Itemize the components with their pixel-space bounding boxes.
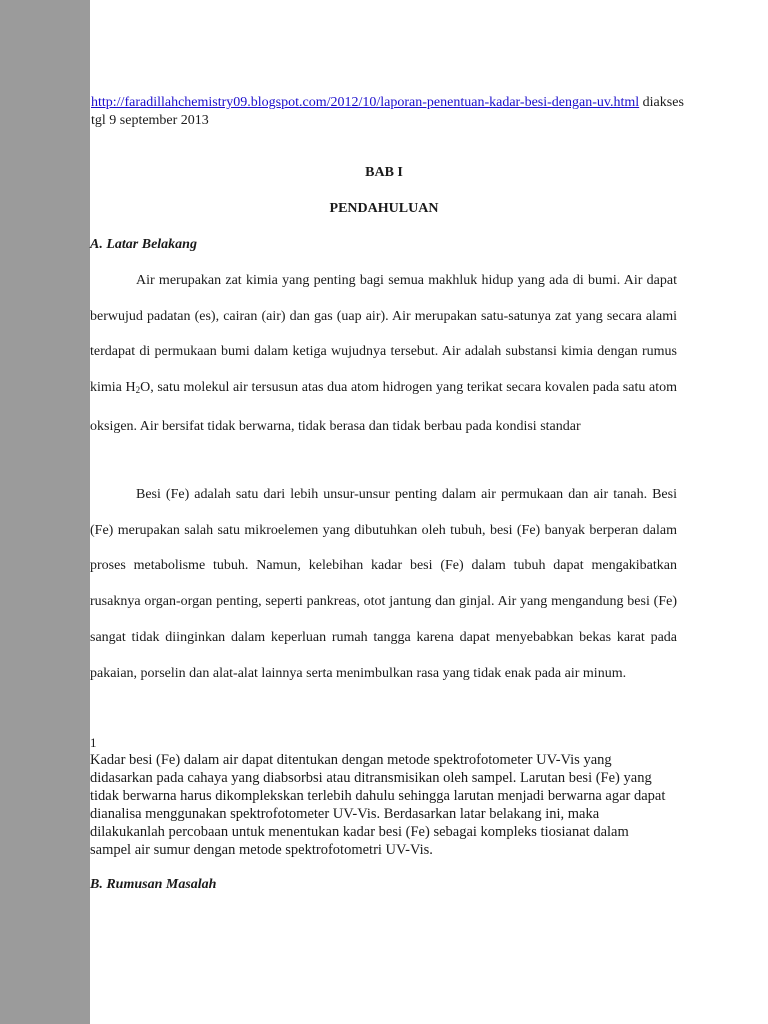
section-b-title: B. Rumusan Masalah <box>90 877 217 892</box>
chapter-number: BAB I <box>365 165 403 180</box>
section-a-title: A. Latar Belakang <box>90 237 197 252</box>
reference-accessed-date: diakses tgl 9 september 2013 <box>91 95 684 128</box>
paragraph-air-part2: O, satu molekul air tersusun atas dua atom hidrogen yang terikat secara kovalen pada satu atom oksigen. Air bersifat tidak berwarna, tidak berasa dan tidak berbau pada kondisi standar <box>90 380 677 434</box>
formula-subscript: 2 <box>135 385 141 396</box>
reference-link[interactable]: http://faradillahchemistry09.blogspot.com/2012/10/laporan-penentuan-kadar-besi-dengan-uv.html <box>91 95 640 110</box>
footnote-text: Kadar besi (Fe) dalam air dapat ditentukan dengan metode spektrofotometer UV-Vis yang didasarkan pada cahaya yang diabsorbsi atau ditransmisikan oleh sampel. Larutan besi (Fe) yang tidak berwarna harus dikomplekskan terlebih dahulu sehingga larutan menjadi berwarna agar dapat dianalisa menggunakan spektrofotometer UV-Vis. Berdasarkan latar belakang ini, maka dilakukanlah percobaan untuk menentukan kadar besi (Fe) sebagai kompleks tiosianat dalam sampel air sumur dengan metode spektrofotometri UV-Vis. <box>90 752 666 858</box>
document-page <box>90 0 768 1024</box>
footnote-mark: 1 <box>90 735 97 750</box>
viewer-left-margin <box>0 0 90 1024</box>
paragraph-air-part1: Air merupakan zat kimia yang penting bagi semua makhluk hidup yang ada di bumi. Air dapat berwujud padatan (es), cairan (air) dan gas (uap air). Air merupakan satu-satunya zat yang secara alami terdapat di permukaan bumi dalam ketiga wujudnya tersebut. Air adalah substansi kimia dengan rumus kimia H <box>90 273 677 396</box>
paragraph-air <box>90 263 677 445</box>
chapter-title: PENDAHULUAN <box>329 201 439 216</box>
reference-citation <box>91 94 691 130</box>
paragraph-besi: Besi (Fe) adalah satu dari lebih unsur-unsur penting dalam air permukaan dan air tanah. Besi (Fe) merupakan salah satu mikroelemen yang dibutuhkan oleh tubuh, besi (Fe) banyak berperan dalam proses metabolisme tubuh. Namun, kelebihan kadar besi (Fe) dalam tubuh dapat mengakibatkan rusaknya organ-organ penting, seperti pankreas, otot jantung dan ginjal. Air yang mengandung besi (Fe) sangat tidak diinginkan dalam keperluan rumah tangga karena dapat menyebabkan bekas karat pada pakaian, porselin dan alat-alat lainnya serta menimbulkan rasa yang tidak enak pada air minum. <box>90 487 677 681</box>
